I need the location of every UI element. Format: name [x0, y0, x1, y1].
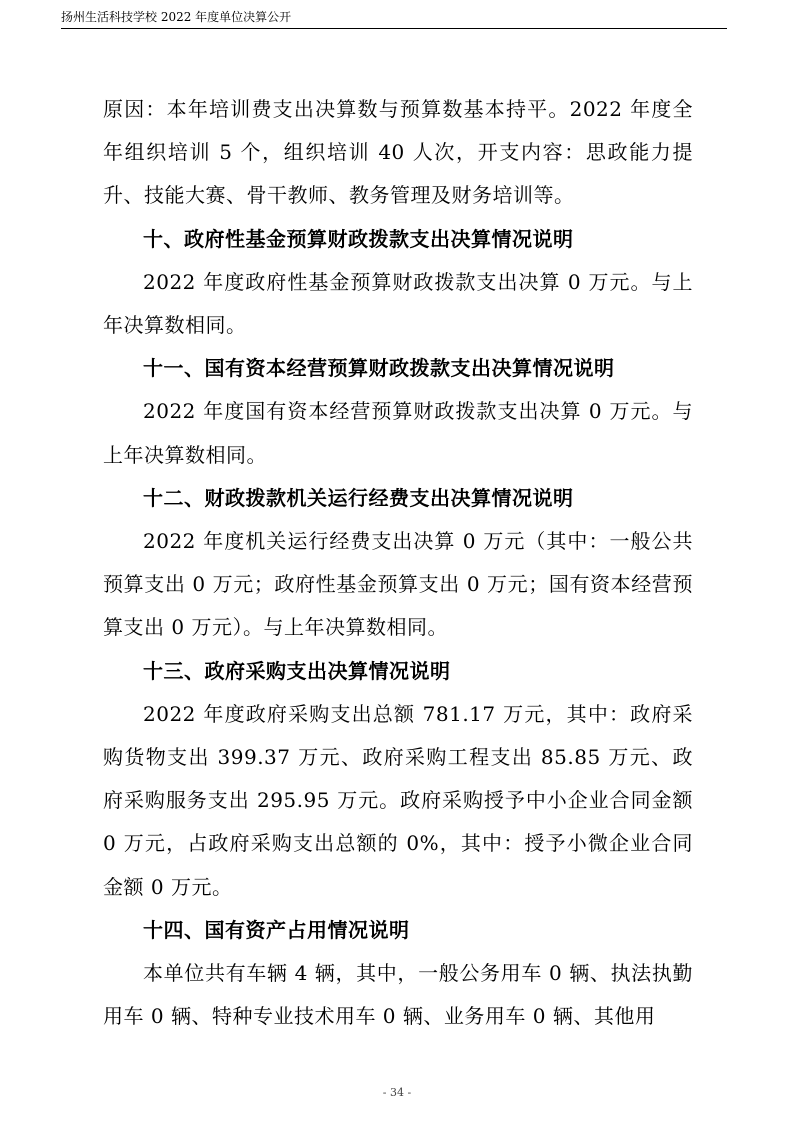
header-title: 扬州生活科技学校 2022 年度单位决算公开	[61, 10, 292, 24]
paragraph-operating-expenses: 2022 年度机关运行经费支出决算 0 万元（其中：一般公共预算支出 0 万元；政府性基金预算支出 0 万元；国有资本经营预算支出 0 万元）。与上年决算数相同。	[103, 529, 693, 640]
paragraph-state-capital: 2022 年度国有资本经营预算财政拨款支出决算 0 万元。与上年决算数相同。	[103, 399, 693, 467]
heading-gov-fund: 十、政府性基金预算财政拨款支出决算情况说明	[143, 226, 574, 251]
page-header	[61, 9, 727, 29]
page-number: - 34 -	[382, 1086, 412, 1099]
heading-gov-procurement: 十三、政府采购支出决算情况说明	[143, 658, 451, 683]
paragraph-state-assets: 本单位共有车辆 4 辆，其中，一般公务用车 0 辆、执法执勤用车 0 辆、特种专业技术用车 0 辆、业务用车 0 辆、其他用	[103, 961, 693, 1029]
heading-state-assets: 十四、国有资产占用情况说明	[143, 917, 410, 942]
heading-state-capital: 十一、国有资本经营预算财政拨款支出决算情况说明	[143, 356, 615, 381]
paragraph-gov-fund: 2022 年度政府性基金预算财政拨款支出决算 0 万元。与上年决算数相同。	[103, 269, 693, 338]
heading-operating-expenses: 十二、财政拨款机关运行经费支出决算情况说明	[143, 485, 574, 510]
paragraph-gov-procurement: 2022 年度政府采购支出总额 781.17 万元，其中：政府采购货物支出 399.37 万元、政府采购工程支出 85.85 万元、政府采购服务支出 295.95 万元。政府采购授予中小企业合同金额 0 万元，占政府采购支出总额的 0%，其中：授予小微企业合同金额 0 万元。	[103, 701, 693, 899]
document-body	[103, 88, 693, 1038]
paragraph-training-reason: 原因：本年培训费支出决算数与预算数基本持平。2022 年度全年组织培训 5 个，组织培训 40 人次，开支内容：思政能力提升、技能大赛、骨干教师、教务管理及财务培训等。	[103, 97, 693, 208]
